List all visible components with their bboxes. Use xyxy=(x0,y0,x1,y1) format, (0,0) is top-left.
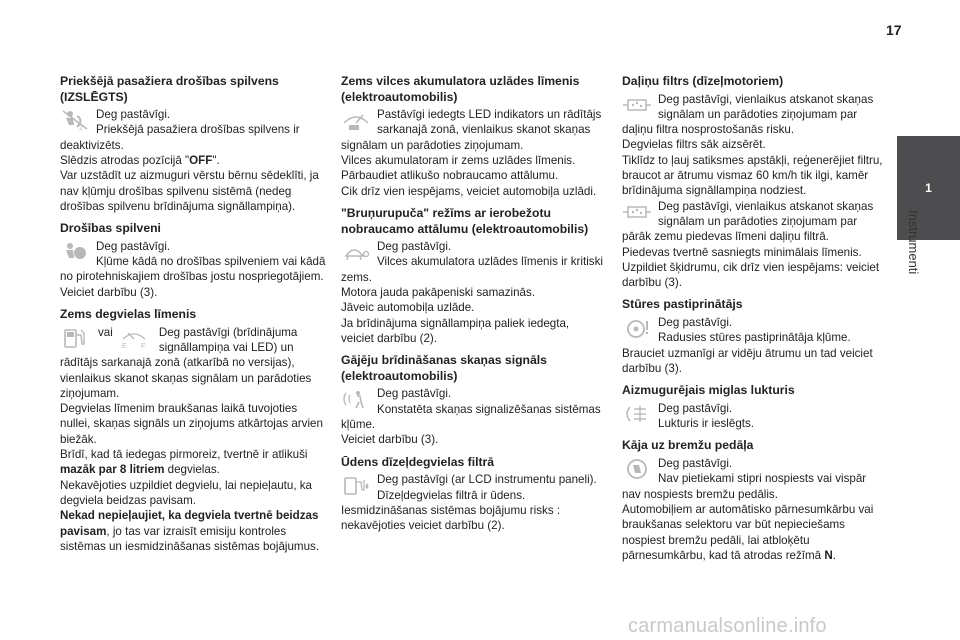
text-line: Piedevas tvertnē sasniegts minimālais līmenis. xyxy=(622,245,862,259)
text-line: Ja brīdinājuma signāllampiņa paliek iedegta, veiciet darbību (2). xyxy=(341,316,570,345)
column-2 xyxy=(341,74,603,540)
section-turtle-mode xyxy=(341,206,603,346)
svg-text:2: 2 xyxy=(79,125,83,132)
rear-fog-icon xyxy=(622,403,652,425)
text-line: Deg pastāvīgi (ar LCD instrumentu paneli). xyxy=(377,473,597,487)
text-line: Motora jauda pakāpeniski samazinās. xyxy=(341,286,535,300)
text-line: Nav pietiekami stipri nospiests vai vispār nav nospiests bremžu pedālis. xyxy=(622,472,867,501)
text-line: Deg pastāvīgi, vienlaikus atskanot skaņas signālam un parādoties ziņojumam par pārāk zemu piedevas līmeni daļiņu filtrā. xyxy=(622,199,874,244)
section-particle-filter xyxy=(622,74,884,290)
text-line: Konstatēta skaņas signalizēšanas sistēmas kļūme. xyxy=(341,402,601,432)
text-line: Deg pastāvīgi, vienlaikus atskanot skaņas signālam un parādoties ziņojumam par daļiņu filtra nosprostošanās risku. xyxy=(622,92,874,137)
section-low-fuel xyxy=(60,307,328,554)
text-line: Nekad nepieļaujiet, ka degviela tvertnē beidzas pavisam, jo tas var izraisīt emisiju kontroles sistēmas un iesmidzināšanas sistēmas bojājumus. xyxy=(60,509,320,553)
text-line: Kļūme kādā no drošības spilveniem vai kādā no pirotehniskajiem drošības jostu nospriegotājiem. xyxy=(60,255,326,284)
section-brake-pedal xyxy=(622,438,884,563)
text-line: Degvielas filtrs sāk aizsērēt. xyxy=(622,138,766,152)
section-power-steering xyxy=(622,297,884,376)
text-line: Vilces akumulatoram ir zems uzlādes līmenis. xyxy=(341,154,576,168)
section-pedestrian-sound xyxy=(341,353,603,447)
chapter-number: 1 xyxy=(925,181,932,195)
text-line: Deg pastāvīgi. xyxy=(377,387,452,401)
section-low-battery xyxy=(341,74,603,199)
brake-pedal-icon xyxy=(622,458,652,480)
section-title: Drošības spilveni xyxy=(60,221,161,236)
text-line: Deg pastāvīgi. xyxy=(658,401,733,415)
text-line: Jāveic automobiļa uzlāde. xyxy=(341,301,475,315)
section-title: Priekšējā pasažiera drošības spilvens (IZSLĒGTS) xyxy=(60,74,279,104)
text-line: Radusies stūres pastiprinātāja kļūme. xyxy=(658,331,851,345)
section-airbags xyxy=(60,221,328,300)
text-line: Iesmidzināšanas sistēmas bojājumu risks : nekavējoties veiciet darbību (2). xyxy=(341,503,561,533)
text-line: Veiciet darbību (3). xyxy=(60,285,158,299)
text-line: Pārbaudiet atlikušo nobraucamo attālumu. xyxy=(341,169,559,183)
text-line: Tiklīdz to ļauj satiksmes apstākļi, reģenerējiet filtru, braucot ar ātrumu vismaz 60 km/h tik ilgi, kamēr brīdinājuma signāllampiņa nodziest. xyxy=(622,153,883,198)
section-water-in-diesel xyxy=(341,455,603,534)
text-line: Deg pastāvīgi. xyxy=(96,108,171,122)
column-1 xyxy=(60,74,328,561)
chapter-title: Instrumenti xyxy=(906,210,921,275)
fuel-pump-icon xyxy=(60,327,90,349)
battery-plug-icon xyxy=(341,109,371,131)
text-line: Deg pastāvīgi. xyxy=(377,240,452,254)
section-title: Gājēju brīdināšanas skaņas signāls (elektroautomobilis) xyxy=(341,353,547,383)
text-line: Cik drīz vien iespējams, veiciet automobiļa uzlādi. xyxy=(341,184,597,198)
text-line: Pastāvīgi iedegts LED indikators un rādītājs sarkanajā zonā, vienlaikus skanot skaņas signālam un parādoties ziņojumam. xyxy=(341,108,602,152)
text-line: Nekavējoties uzpildiet degvielu, lai nepieļautu, ka degviela beidzas pavisam. xyxy=(60,478,312,507)
svg-text:F: F xyxy=(140,342,146,349)
fuel-led-icon xyxy=(119,327,153,349)
section-title: Daļiņu filtrs (dīzeļmotoriem) xyxy=(622,74,784,88)
section-title: Ūdens dīzeļdegvielas filtrā xyxy=(341,454,495,469)
text-line: Automobiļiem ar automātisko pārnesumkārbu vai braukšanas selektoru var būt nepieciešams nospiest bremžu pedāli, lai atbloķētu pārnesumkārbu, kad tā atrodas režīmā N. xyxy=(622,502,874,562)
steering-warning-icon xyxy=(622,317,652,339)
text-line: Slēdzis atrodas pozīcijā "OFF". xyxy=(60,154,220,168)
pedestrian-sound-icon xyxy=(341,388,371,410)
text-line: Vilces akumulatora uzlādes līmenis ir kritiski zems. xyxy=(341,255,603,284)
fuel-icons-row xyxy=(60,325,328,401)
text-line: Priekšējā pasažiera drošības spilvens ir deaktivizēts. xyxy=(60,123,300,152)
text-line: Uzpildiet šķidrumu, cik drīz vien iespējams: veiciet darbību (3). xyxy=(622,260,880,290)
section-title: Zems degvielas līmenis xyxy=(60,307,197,322)
text-line: Lukturis ir ieslēgts. xyxy=(658,417,755,431)
text-line: Deg pastāvīgi (brīdinājuma signāllampiņa vai LED) un rādītājs sarkanajā zonā (atkarībā no versijas), vienlaikus skanot skaņas signālam un parādoties ziņojumam. xyxy=(60,325,312,400)
particle-filter-icon xyxy=(622,201,652,223)
text-line: Deg pastāvīgi. xyxy=(658,316,733,330)
section-rear-fog xyxy=(622,383,884,431)
particle-filter-icon xyxy=(622,94,652,116)
text-line: Veiciet darbību (3). xyxy=(341,433,439,447)
section-title: "Bruņurupuča" režīms ar ierobežotu nobraucamo attālumu (elektroautomobilis) xyxy=(341,205,589,236)
airbag-off-icon xyxy=(60,109,90,131)
section-title: Zems vilces akumulatora uzlādes līmenis (elektroautomobilis) xyxy=(341,74,580,104)
text-line: Brīdī, kad tā iedegas pirmoreiz, tvertnē ir atlikuši mazāk par 8 litriem degvielas. xyxy=(60,448,308,477)
text-line: Degvielas līmenim braukšanas laikā tuvojoties nullei, skaņas signāls un ziņojums atkārtojas arvien biežāk. xyxy=(60,402,323,446)
chapter-title-wrap xyxy=(905,210,925,330)
text-line: Dīzeļdegvielas filtrā ir ūdens. xyxy=(377,488,526,502)
turtle-icon xyxy=(341,241,371,263)
svg-text:E: E xyxy=(121,342,127,349)
airbag-icon xyxy=(60,241,90,263)
text-line: Deg pastāvīgi. xyxy=(658,457,733,471)
section-title: Kāja uz bremžu pedāļa xyxy=(622,438,754,453)
text-line: Brauciet uzmanīgi ar vidēju ātrumu un tad veiciet darbību (3). xyxy=(622,346,873,375)
column-3 xyxy=(622,74,884,570)
section-passenger-airbag xyxy=(60,74,328,214)
page-number: 17 xyxy=(886,22,902,38)
footer-watermark[interactable]: carmanualsonline.info xyxy=(628,615,827,637)
text-line: Var uzstādīt uz aizmuguri vērstu bērnu sēdeklīti, ja nav kļūmju drošības spilvenu sistēmā (nedeg drošības spilvenu brīdinājuma signāllampiņa). xyxy=(60,169,319,213)
text-line: Deg pastāvīgi. xyxy=(96,239,171,253)
section-title: Aizmugurējais miglas lukturis xyxy=(622,383,795,398)
water-in-fuel-icon xyxy=(341,474,371,496)
section-title: Stūres pastiprinātājs xyxy=(622,297,743,312)
or-text: vai xyxy=(98,325,113,339)
